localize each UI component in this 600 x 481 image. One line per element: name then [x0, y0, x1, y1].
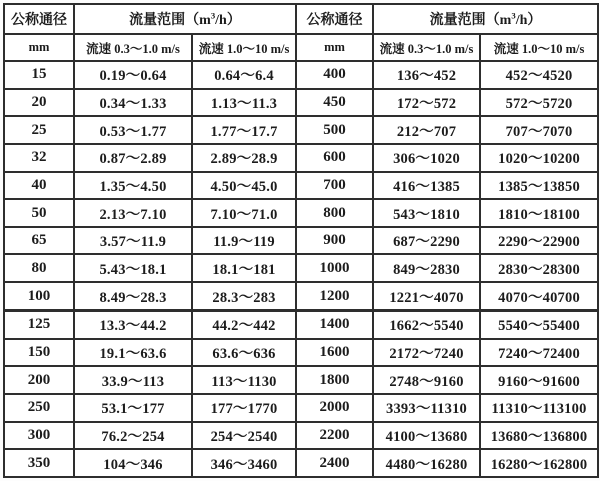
header-unit-mm-right: mm [296, 34, 373, 61]
diameter-cell: 1200 [296, 282, 373, 310]
diameter-cell: 100 [4, 282, 74, 310]
flow-range-cell: 2.89～28.9 [192, 144, 296, 172]
flow-range-cell: 2172～7240 [373, 339, 480, 367]
flow-range-cell: 7240～72400 [480, 339, 598, 367]
flow-range-cell: 687～2290 [373, 227, 480, 255]
cube-superscript: 3 [210, 10, 216, 21]
flow-range-cell: 306～1020 [373, 144, 480, 172]
flow-range-cell: 104～346 [74, 449, 192, 477]
diameter-cell: 800 [296, 199, 373, 227]
flow-range-cell: 572～5720 [480, 89, 598, 117]
flow-range-cell: 0.34～1.33 [74, 89, 192, 117]
flow-range-cell: 1810～18100 [480, 199, 598, 227]
table-row [4, 366, 598, 394]
flow-range-cell: 2.13～7.10 [74, 199, 192, 227]
diameter-cell: 20 [4, 89, 74, 117]
flow-range-cell: 2290～22900 [480, 227, 598, 255]
flow-range-cell: 5540～55400 [480, 310, 598, 338]
flow-range-cell: 44.2～442 [192, 310, 296, 338]
flow-range-cell: 63.6～636 [192, 339, 296, 367]
diameter-cell: 40 [4, 172, 74, 200]
flow-range-cell: 53.1～177 [74, 394, 192, 422]
header-velocity-low-left: 流速 0.3～1.0 m/s [74, 34, 192, 61]
flow-range-cell: 5.43～18.1 [74, 254, 192, 282]
flow-range-cell: 11310～113100 [480, 394, 598, 422]
header-flow-range-right [373, 4, 598, 34]
flow-range-cell: 11.9～119 [192, 227, 296, 255]
flow-range-cell: 9160～91600 [480, 366, 598, 394]
flow-range-cell: 1.35～4.50 [74, 172, 192, 200]
flow-range-cell: 28.3～283 [192, 282, 296, 310]
flow-range-cell: 0.64～6.4 [192, 61, 296, 89]
flow-range-text: /h） [215, 13, 241, 28]
flow-range-cell: 4.50～45.0 [192, 172, 296, 200]
table-body [4, 61, 598, 477]
table-row [4, 116, 598, 144]
diameter-cell: 450 [296, 89, 373, 117]
diameter-cell: 50 [4, 199, 74, 227]
table-row [4, 61, 598, 89]
flow-range-cell: 18.1～181 [192, 254, 296, 282]
flow-range-cell: 452～4520 [480, 61, 598, 89]
table-row [4, 227, 598, 255]
table-row [4, 422, 598, 450]
flow-range-cell: 707～7070 [480, 116, 598, 144]
flow-range-cell: 254～2540 [192, 422, 296, 450]
flow-range-cell: 13680～136800 [480, 422, 598, 450]
header-velocity-low-right: 流速 0.3～1.0 m/s [373, 34, 480, 61]
header-velocity-high-left: 流速 1.0～10 m/s [192, 34, 296, 61]
flow-range-cell: 1385～13850 [480, 172, 598, 200]
table-row [4, 339, 598, 367]
diameter-cell: 1000 [296, 254, 373, 282]
flow-range-cell: 2748～9160 [373, 366, 480, 394]
flow-range-cell: 416～1385 [373, 172, 480, 200]
header-row-sub [4, 34, 598, 61]
flow-range-cell: 4070～40700 [480, 282, 598, 310]
diameter-cell: 700 [296, 172, 373, 200]
flow-range-cell: 4100～13680 [373, 422, 480, 450]
flow-range-cell: 1221～4070 [373, 282, 480, 310]
flow-range-cell: 16280～162800 [480, 449, 598, 477]
diameter-cell: 125 [4, 310, 74, 338]
flow-range-cell: 4480～16280 [373, 449, 480, 477]
flow-range-cell: 76.2～254 [74, 422, 192, 450]
flow-range-cell: 113～1130 [192, 366, 296, 394]
flow-range-text: /h） [515, 13, 542, 28]
flow-range-cell: 0.19～0.64 [74, 61, 192, 89]
flow-range-cell: 13.3～44.2 [74, 310, 192, 338]
diameter-cell: 65 [4, 227, 74, 255]
flow-range-cell: 1.13～11.3 [192, 89, 296, 117]
diameter-cell: 600 [296, 144, 373, 172]
flow-range-cell: 0.87～2.89 [74, 144, 192, 172]
diameter-cell: 15 [4, 61, 74, 89]
table-row [4, 89, 598, 117]
diameter-cell: 200 [4, 366, 74, 394]
diameter-cell: 80 [4, 254, 74, 282]
diameter-cell: 300 [4, 422, 74, 450]
flow-range-cell: 1662～5540 [373, 310, 480, 338]
flow-range-table [3, 3, 599, 478]
flow-range-cell: 136～452 [373, 61, 480, 89]
cube-superscript: 3 [511, 10, 516, 21]
header-diameter-left: 公称通径 [4, 4, 74, 34]
flow-range-cell: 212～707 [373, 116, 480, 144]
flow-range-cell: 849～2830 [373, 254, 480, 282]
flow-range-cell: 8.49～28.3 [74, 282, 192, 310]
flow-range-cell: 33.9～113 [74, 366, 192, 394]
diameter-cell: 32 [4, 144, 74, 172]
diameter-cell: 400 [296, 61, 373, 89]
header-diameter-right: 公称通径 [296, 4, 373, 34]
header-velocity-high-right: 流速 1.0～10 m/s [480, 34, 598, 61]
diameter-cell: 25 [4, 116, 74, 144]
flow-range-cell: 543～1810 [373, 199, 480, 227]
table-row [4, 199, 598, 227]
table-row [4, 449, 598, 477]
diameter-cell: 250 [4, 394, 74, 422]
header-flow-range-left [74, 4, 296, 34]
table-row [4, 394, 598, 422]
diameter-cell: 150 [4, 339, 74, 367]
flow-range-cell: 0.53～1.77 [74, 116, 192, 144]
table-row [4, 172, 598, 200]
table-row [4, 144, 598, 172]
flow-range-cell: 1.77～17.7 [192, 116, 296, 144]
diameter-cell: 2400 [296, 449, 373, 477]
diameter-cell: 2000 [296, 394, 373, 422]
diameter-cell: 1800 [296, 366, 373, 394]
flow-range-cell: 172～572 [373, 89, 480, 117]
flow-range-cell: 2830～28300 [480, 254, 598, 282]
diameter-cell: 900 [296, 227, 373, 255]
diameter-cell: 1600 [296, 339, 373, 367]
flow-range-cell: 3.57～11.9 [74, 227, 192, 255]
flow-range-cell: 19.1～63.6 [74, 339, 192, 367]
header-row-top [4, 4, 598, 34]
flow-range-cell: 1020～10200 [480, 144, 598, 172]
diameter-cell: 1400 [296, 310, 373, 338]
flow-range-text: 流量范围（m [129, 13, 211, 28]
diameter-cell: 500 [296, 116, 373, 144]
flow-range-cell: 3393～11310 [373, 394, 480, 422]
flow-range-cell: 7.10～71.0 [192, 199, 296, 227]
diameter-cell: 350 [4, 449, 74, 477]
flow-range-cell: 346～3460 [192, 449, 296, 477]
header-unit-mm-left: mm [4, 34, 74, 61]
flow-range-cell: 177～1770 [192, 394, 296, 422]
table-row [4, 310, 598, 338]
flow-range-text: 流量范围（m [429, 13, 512, 28]
table-row [4, 282, 598, 310]
table-row [4, 254, 598, 282]
diameter-cell: 2200 [296, 422, 373, 450]
